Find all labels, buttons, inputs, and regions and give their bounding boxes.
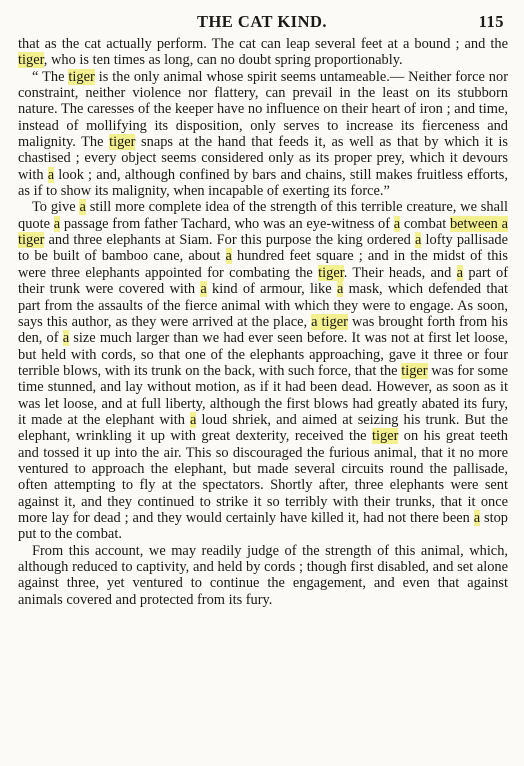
- highlighted-word: tiger: [401, 362, 428, 379]
- highlighted-word: tiger: [68, 68, 95, 85]
- highlighted-word: a tiger: [311, 313, 348, 330]
- highlighted-word: a: [53, 215, 61, 232]
- highlighted-word: tiger: [18, 52, 44, 69]
- highlighted-word: tiger: [318, 264, 344, 281]
- highlighted-word: a: [414, 232, 422, 249]
- highlighted-word: tiger: [372, 428, 399, 445]
- highlighted-word: a: [79, 199, 86, 216]
- page-number: 115: [478, 12, 504, 31]
- highlighted-word: a: [473, 509, 481, 526]
- running-head: [14, 6, 510, 36]
- highlighted-word: a: [200, 281, 207, 298]
- highlighted-word: tiger: [109, 134, 136, 151]
- highlighted-word: a: [47, 166, 55, 183]
- highlighted-word: a: [393, 215, 401, 232]
- highlighted-word: between a tiger: [18, 215, 508, 249]
- running-title: THE CAT KIND.: [196, 12, 328, 31]
- highlighted-word: a: [62, 330, 70, 347]
- paragraph: “ The tiger is the only animal whose spirit seems untameable.— Neither force nor constraint, neither violence nor flattery, can prevail in the least on its stubborn nature. The caresses of the keeper have no influence on their heart of iron ; and time, instead of mollifying its disposition, only serves to increase its fierceness and malignity. The tiger snaps at the hand that feeds it, as well as that by which it is chastised ; every object seems considered only as its proper prey, which it devours with a look ; and, although confined by bars and chains, still makes fruitless efforts, as if to show its malignity, when incapable of exerting its force.”: [18, 68, 508, 200]
- highlighted-word: a: [190, 411, 197, 428]
- highlighted-word: a: [456, 264, 463, 281]
- highlighted-word: a: [336, 281, 344, 298]
- body-text: [18, 36, 508, 608]
- paragraph: that as the cat actually perform. The cat can leap several feet at a bound ; and the tiger, who is ten times as long, can no doubt spring proportionably.: [18, 36, 508, 69]
- paragraph: To give a still more complete idea of the strength of this terrible creature, we shall quote a passage from father Tachard, who was an eye-witness of a combat between a tiger and three elephants at Siam. For this purpose the king ordered a lofty pallisade to be built of bamboo cane, about a hundred feet square ; and in the midst of this were three elephants appointed for combating the tiger. Their heads, and a part of their trunk were covered with a kind of armour, like a mask, which defended that part from the assaults of the fierce animal with which they were to engage. As soon, says this author, as they were arrived at the place, a tiger was brought forth from his den, of a size much larger than we had ever seen before. It was not at first let loose, but held with cords, so that one of the elephants approaching, gave it three or four terrible blows, with its trunk on the back, with such force, that the tiger was for some time stunned, and lay without motion, as if it had been dead. However, as soon as it was let loose, and at full liberty, although the first blows had greatly abated its fury, it made at the elephant with a loud shriek, and aimed at seizing his trunk. But the elephant, wrinkling it up with great dexterity, received the tiger on his great teeth and tossed it up into the air. This so discouraged the furious animal, that it no more ventured to approach the elephant, but made several circuits round the pallisade, often attempting to fly at the spectators. Shortly after, three elephants were sent against it, and they continued to strike it so terribly with their trunks, that it once more lay for dead ; and they would certainly have killed it, had not there been a stop put to the combat.: [18, 199, 508, 543]
- paragraph: From this account, we may readily judge of the strength of this animal, which, although reduced to captivity, and held by cords ; though first disabled, and set alone against three, yet ventured to continue the engagement, and even that against animals covered and protected from its fury.: [18, 542, 508, 608]
- highlighted-word: a: [225, 248, 232, 265]
